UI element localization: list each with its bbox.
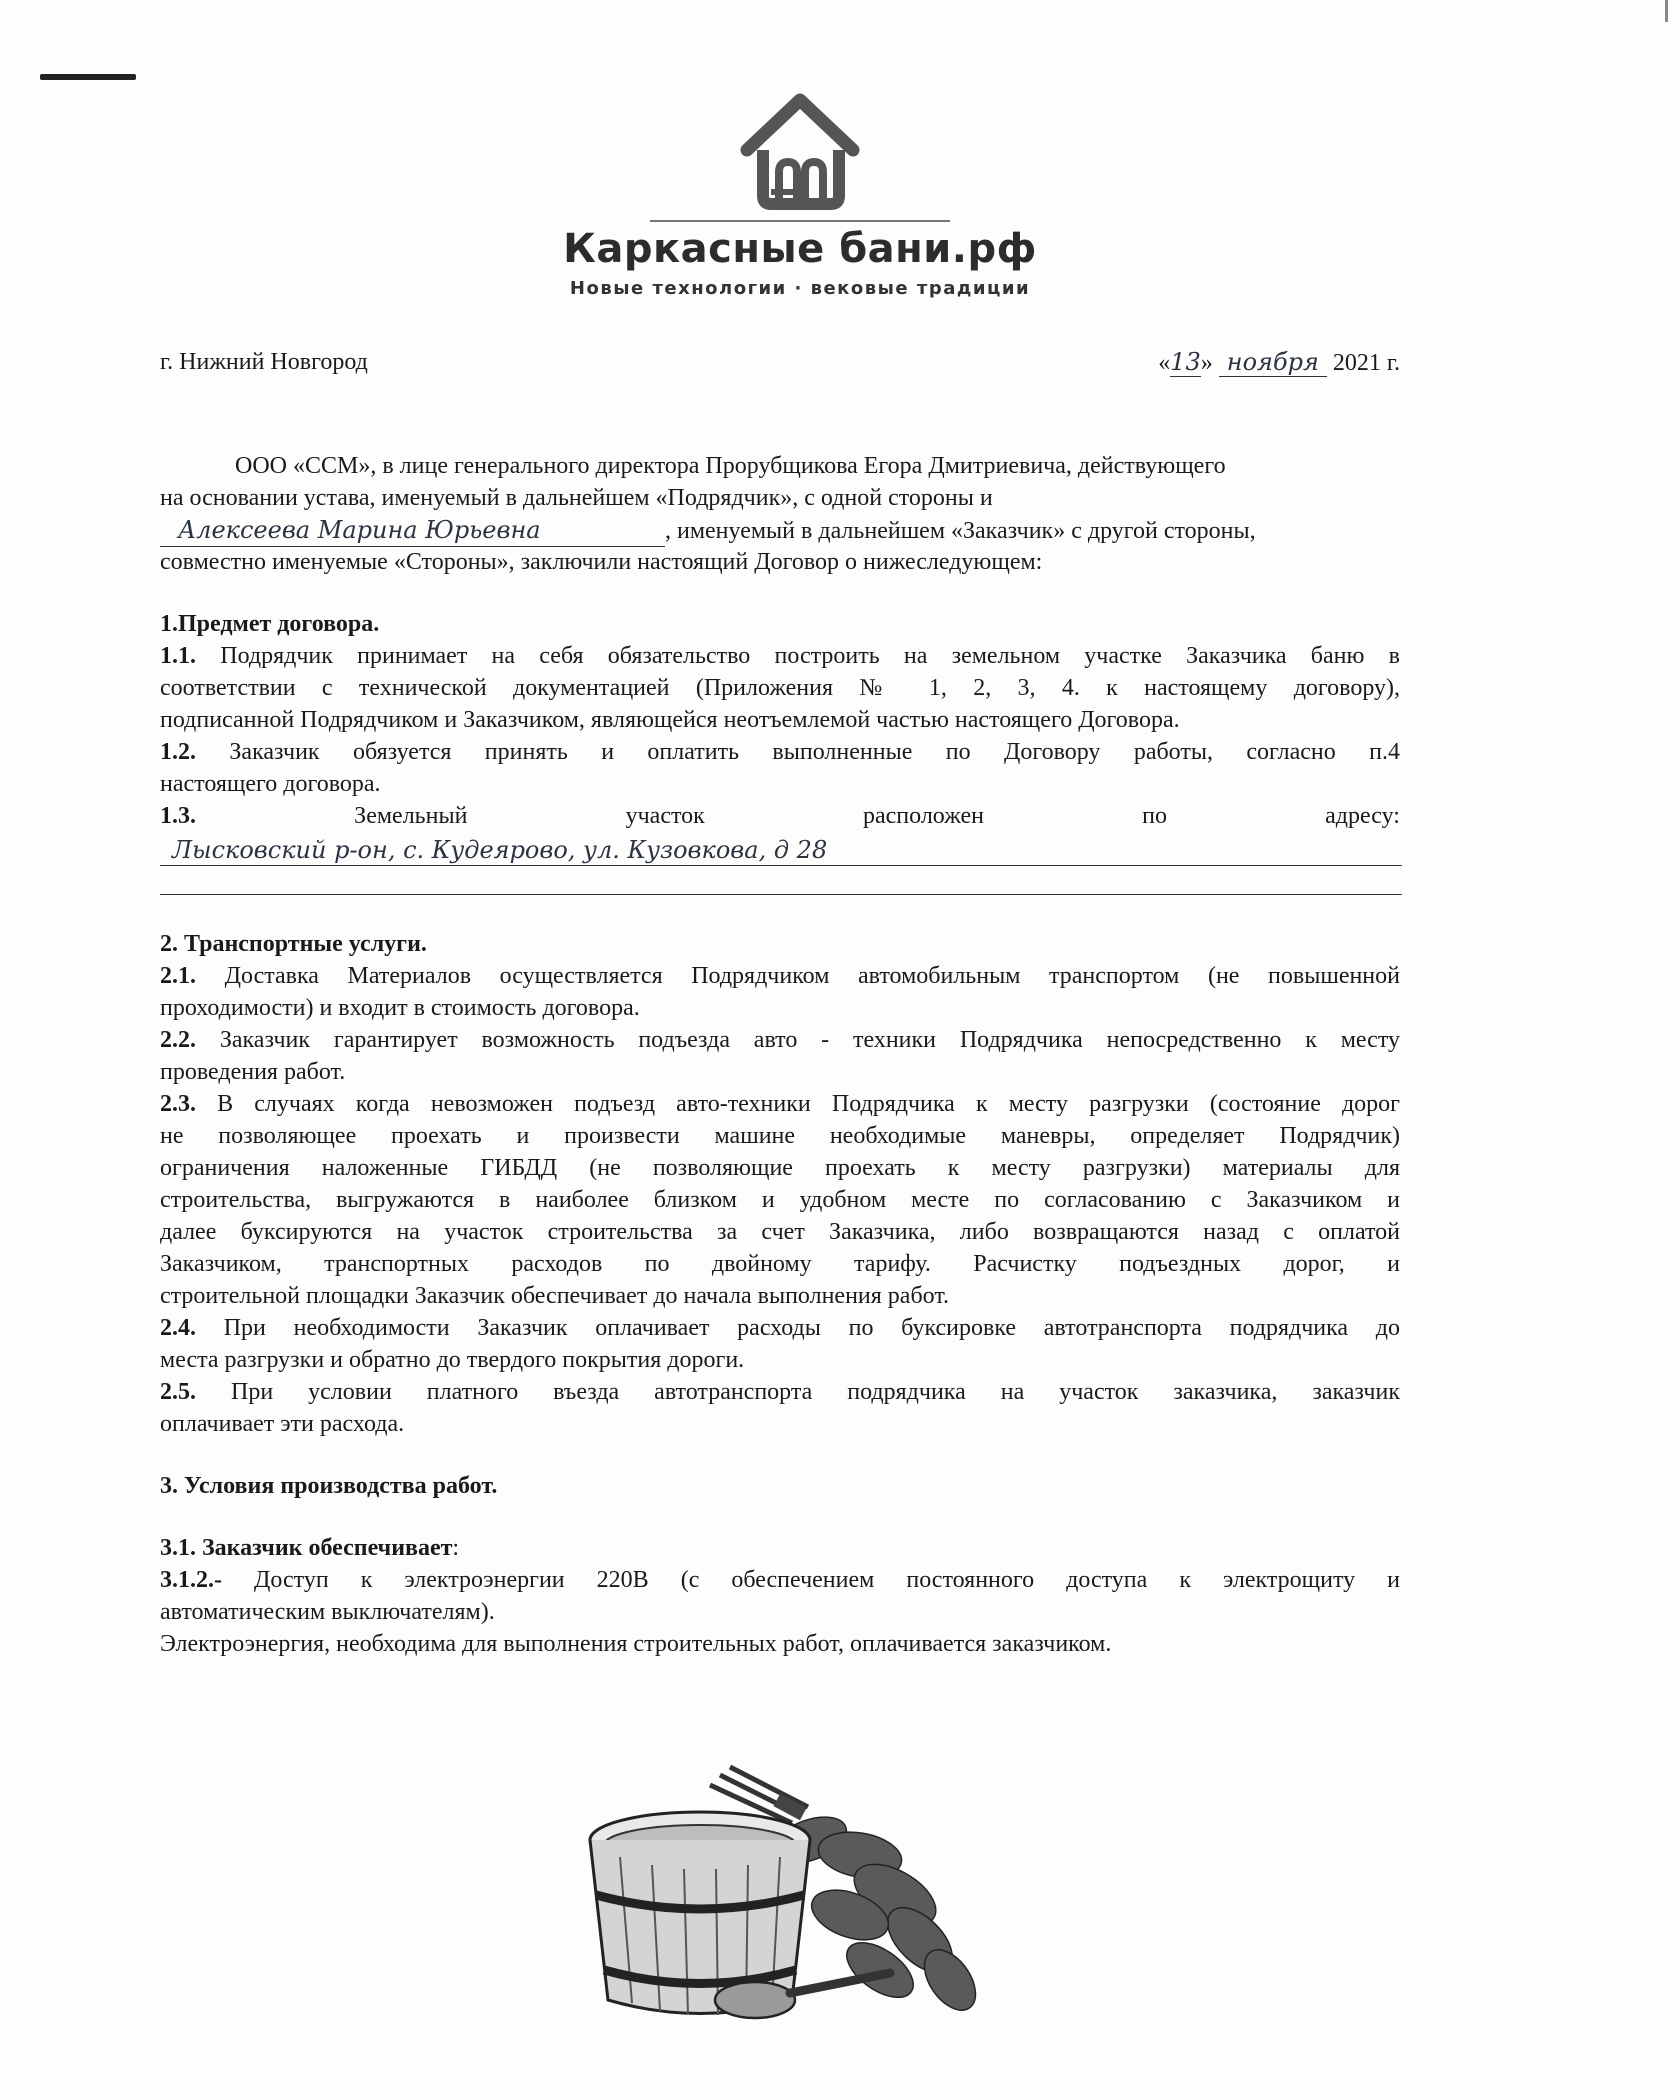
section-1-heading: 1.Предмет договора. — [160, 611, 380, 637]
place-date-row — [160, 346, 1400, 378]
intro-line-3: Алексеева Марина Юрьевна , именуемый в дальнейшем «Заказчик» с другой стороны, — [160, 514, 1400, 547]
section-2-heading: 2. Транспортные услуги. — [160, 931, 427, 957]
clause-2-1-line-1: 2.1. Доставка Материалов осуществляется Подрядчиком автомобильным транспортом (не повышенной — [160, 963, 1400, 989]
brand-slogan: Новые технологии · вековые традиции — [569, 278, 1031, 299]
bath-bucket-illustration — [560, 1745, 1020, 2035]
electricity-note: Электроэнергия, необходима для выполнения строительных работ, оплачивается заказчиком. — [160, 1631, 1112, 1657]
clause-2-3-line-3: ограничения наложенные ГИБДД (не позволяющие проехать к месту разгрузки) материалы для — [160, 1155, 1400, 1181]
clause-2-4-line-1: 2.4. При необходимости Заказчик оплачивает расходы по буксировке автотранспорта подрядчика до — [160, 1315, 1401, 1341]
clause-2-2-line-2: проведения работ. — [160, 1059, 346, 1085]
clause-1-2-line-1: 1.2. Заказчик обязуется принять и оплатить выполненные по Договору работы, согласно п.4 — [160, 739, 1400, 765]
clause-2-3-line-1: 2.3. В случаях когда невозможен подъезд авто-техники Подрядчика к месту разгрузки (состояние дорог — [160, 1091, 1401, 1117]
scan-mark — [40, 74, 136, 80]
clause-2-5-line-2: оплачивает эти расхода. — [160, 1411, 405, 1437]
section-3-heading: 3. Условия производства работ. — [160, 1473, 498, 1499]
date-month-handwritten: ноября — [1219, 348, 1327, 377]
clause-2-5-line-1: 2.5. При условии платного въезда автотранспорта подрядчика на участок заказчика, заказчик — [160, 1379, 1400, 1405]
clause-2-3-line-2: не позволяющее проехать и произвести машине необходимые маневры, определяет Подрядчик) — [160, 1123, 1400, 1149]
brand-name: Каркасные бани.рф — [563, 226, 1037, 272]
intro-line-4: совместно именуемые «Стороны», заключили настоящий Договор о нижеследующем: — [160, 549, 1043, 575]
address-underline-1 — [160, 865, 1402, 866]
clause-2-1-line-2: проходимости) и входит в стоимость договора. — [160, 995, 640, 1021]
clause-2-3-line-4: строительства, выгружаются в наиболее близком и удобном месте по согласованию с Заказчиком и — [160, 1187, 1400, 1213]
clause-2-3-line-5: далее буксируются на участок строительства за счет Заказчика, либо возвращаются назад с оплатой — [160, 1219, 1400, 1245]
clause-2-3-line-7: строительной площадки Заказчик обеспечивает до начала выполнения работ. — [160, 1283, 950, 1309]
clause-2-2-line-1: 2.2. Заказчик гарантирует возможность подъезда авто - техники Подрядчика непосредственно к месту — [160, 1027, 1400, 1053]
customer-name-handwritten: Алексеева Марина Юрьевна — [160, 514, 665, 547]
intro-line-1: ООО «ССМ», в лице генерального директора Прорубщикова Егора Дмитриевича, действующего — [235, 453, 1226, 479]
contract-date: «13» ноября 2021 г. — [1158, 348, 1400, 376]
date-day-handwritten: 13 — [1170, 348, 1201, 376]
address-underline-2 — [160, 894, 1402, 895]
date-year: 2021 г. — [1332, 350, 1400, 376]
house-icon — [735, 92, 865, 212]
clause-2-4-line-2: места разгрузки и обратно до твердого покрытия дороги. — [160, 1347, 745, 1373]
clause-1-1-line-2: соответствии с технической документацией (Приложения № 1, 2, 3, 4. к настоящему договору), — [160, 675, 1400, 701]
city: г. Нижний Новгород — [160, 349, 368, 375]
clause-2-3-line-6: Заказчиком, транспортных расходов по двойному тарифу. Расчистку подъездных дорог, и — [160, 1251, 1400, 1277]
clause-1-2-line-2: настоящего договора. — [160, 771, 381, 797]
clause-1-1-line-1: 1.1. Подрядчик принимает на себя обязательство построить на земельном участке Заказчика баню в — [160, 643, 1400, 669]
logo-divider — [650, 220, 950, 222]
intro-line-2: на основании устава, именуемый в дальнейшем «Подрядчик», с одной стороны и — [160, 485, 993, 511]
clause-1-3-line: 1.3. Земельный участок расположен по адресу: — [160, 803, 1400, 829]
clause-3-1-2-line-1: 3.1.2.- Доступ к электроэнергии 220В (с обеспечением постоянного доступа к электрощиту и — [160, 1567, 1400, 1593]
address-handwritten: Лысковский р-он, с. Кудеярово, ул. Кузовкова, д 28 — [172, 836, 828, 864]
section-3-1-heading: 3.1. Заказчик обеспечивает: — [160, 1535, 460, 1561]
company-logo — [550, 92, 1050, 307]
clause-1-1-line-3: подписанной Подрядчиком и Заказчиком, являющейся неотъемлемой частью настоящего Договора. — [160, 707, 1180, 733]
clause-3-1-2-line-2: автоматическим выключателям). — [160, 1599, 495, 1625]
scan-edge-mark — [1665, 0, 1668, 22]
